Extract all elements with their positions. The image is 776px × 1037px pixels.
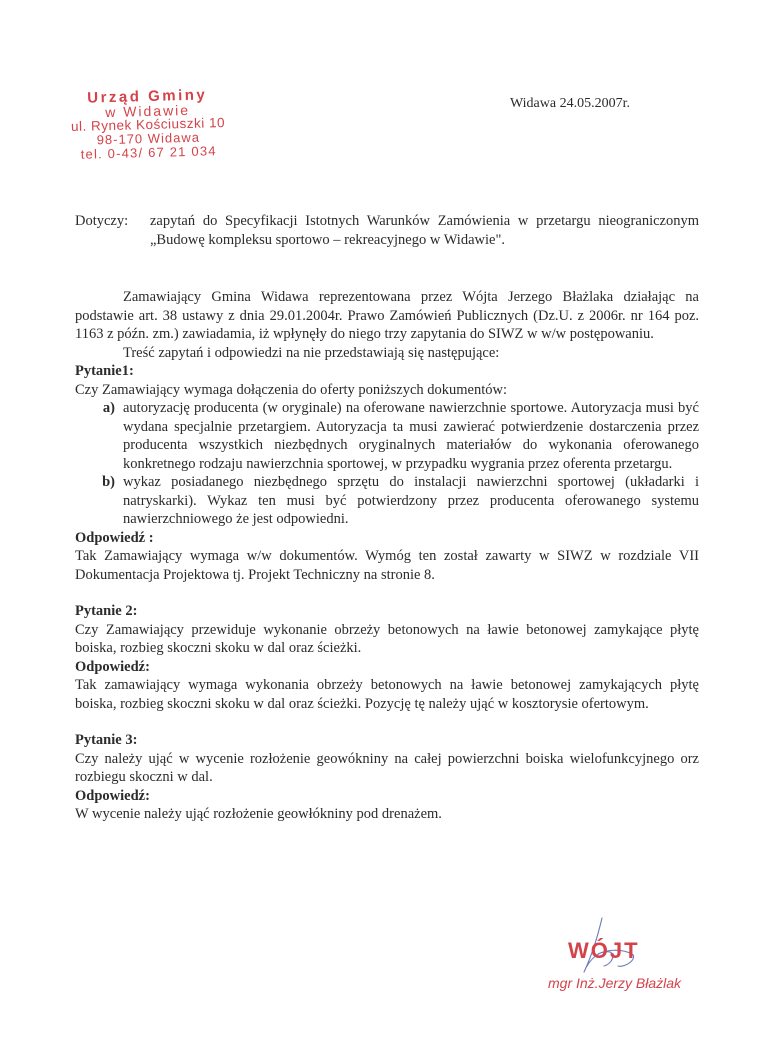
intro-paragraph: Zamawiający Gmina Widawa reprezentowana przez Wójta Jerzego Błażlaka działając na podstawie art. 38 ustawy z dnia 29.01.2004r. Prawo Zamówień Publicznych (Dz.U. z 2006r. nr 164 poz. 1163 z późn. zm.) zawiadamia, iż wpłynęły do niego trzy zapytania do SIWZ w w/w postępowaniu. <box>75 289 699 342</box>
signature-title: WÓJT <box>568 938 640 963</box>
intro-paragraph-2: Treść zapytań i odpowiedzi na nie przedstawiają się następujące: <box>123 344 500 361</box>
list-marker: a) <box>102 400 115 416</box>
answer-2-heading: Odpowiedź: <box>75 658 150 675</box>
list-item <box>75 473 699 529</box>
answer-3-heading: Odpowiedź: <box>75 787 150 804</box>
stamp-line-3: ul. Rynek Kościuszki 10 <box>70 114 226 135</box>
list-marker: b) <box>102 474 115 490</box>
letter-body <box>75 288 699 824</box>
stamp-line-5: tel. 0-43/ 67 21 034 <box>80 143 217 162</box>
answer-1-heading: Odpowiedź : <box>75 529 154 546</box>
answer-1-text: Tak Zamawiający wymaga w/w dokumentów. Wymóg ten został zawarty w SIWZ w rozdziale VII Dokumentacja Projektowa tj. Projekt Techniczny na stronie 8. <box>75 548 699 583</box>
stamp-line-1: Urząd Gminy <box>87 86 208 107</box>
subject-line <box>75 212 699 250</box>
question-2-text: Czy Zamawiający przewiduje wykonanie obrzeży betonowych na ławie betonowej zamykające płytę boiska, rozbieg skoczni skoku w dal oraz ścieżki. <box>75 621 699 656</box>
office-stamp <box>47 87 249 162</box>
stamp-line-4: 98-170 Widawa <box>96 129 201 148</box>
list-item-text: wykaz posiadanego niezbędnego sprzętu do instalacji nawierzchni sportowej (układarki i natryskarki). Wykaz ten musi być potwierdzony przez producenta oferowanego systemu nawierzchniowego że jest odpowiedni. <box>123 474 699 527</box>
question-3-text: Czy należy ująć w wycenie rozłożenie geowókniny na całej powierzchni boiska wielofunkcyjnego orz rozbiegu skoczni w dal. <box>75 750 699 785</box>
question-2-heading: Pytanie 2: <box>75 603 138 619</box>
document-date: Widawa 24.05.2007r. <box>510 96 630 111</box>
stamp-line-2: w Widawie <box>104 101 191 121</box>
question-1-list <box>75 399 699 529</box>
signatory-name: mgr Inż.Jerzy Błażlak <box>548 975 682 991</box>
answer-3-text: W wycenie należy ująć rozłożenie geowłókniny pod drenażem. <box>75 806 442 822</box>
subject-label: Dotyczy: <box>75 213 129 229</box>
list-item <box>75 399 699 473</box>
signature-block <box>540 930 710 1000</box>
question-3-heading: Pytanie 3: <box>75 732 138 748</box>
list-item-text: autoryzację producenta (w oryginale) na oferowane nawierzchnie sportowe. Autoryzacja musi być wydana specjalnie przetargiem. Autoryzacja ta musi zawierać potwierdzenie dostarczenia przez producenta wszystkich niezbędnych oryginalnych materiałów do wykonania oferowanego konkretnego rodzaju nawierzchnia sportowej, w przypadku wygrania przez oferenta przetargu. <box>123 400 699 472</box>
question-1-heading: Pytanie1: <box>75 363 134 379</box>
subject-text: zapytań do Specyfikacji Istotnych Warunków Zamówienia w przetargu nieograniczonym „Budowę kompleksu sportowo – rekreacyjnego w Widawie". <box>150 213 699 248</box>
question-1-text: Czy Zamawiający wymaga dołączenia do oferty poniższych dokumentów: <box>75 381 508 398</box>
answer-2-text: Tak zamawiający wymaga wykonania obrzeży betonowych na ławie betonowej zamykających płytę boiska, rozbieg skoczni skoku w dal oraz ścieżki. Pozycję tę należy ująć w kosztorysie ofertowym. <box>75 677 699 712</box>
